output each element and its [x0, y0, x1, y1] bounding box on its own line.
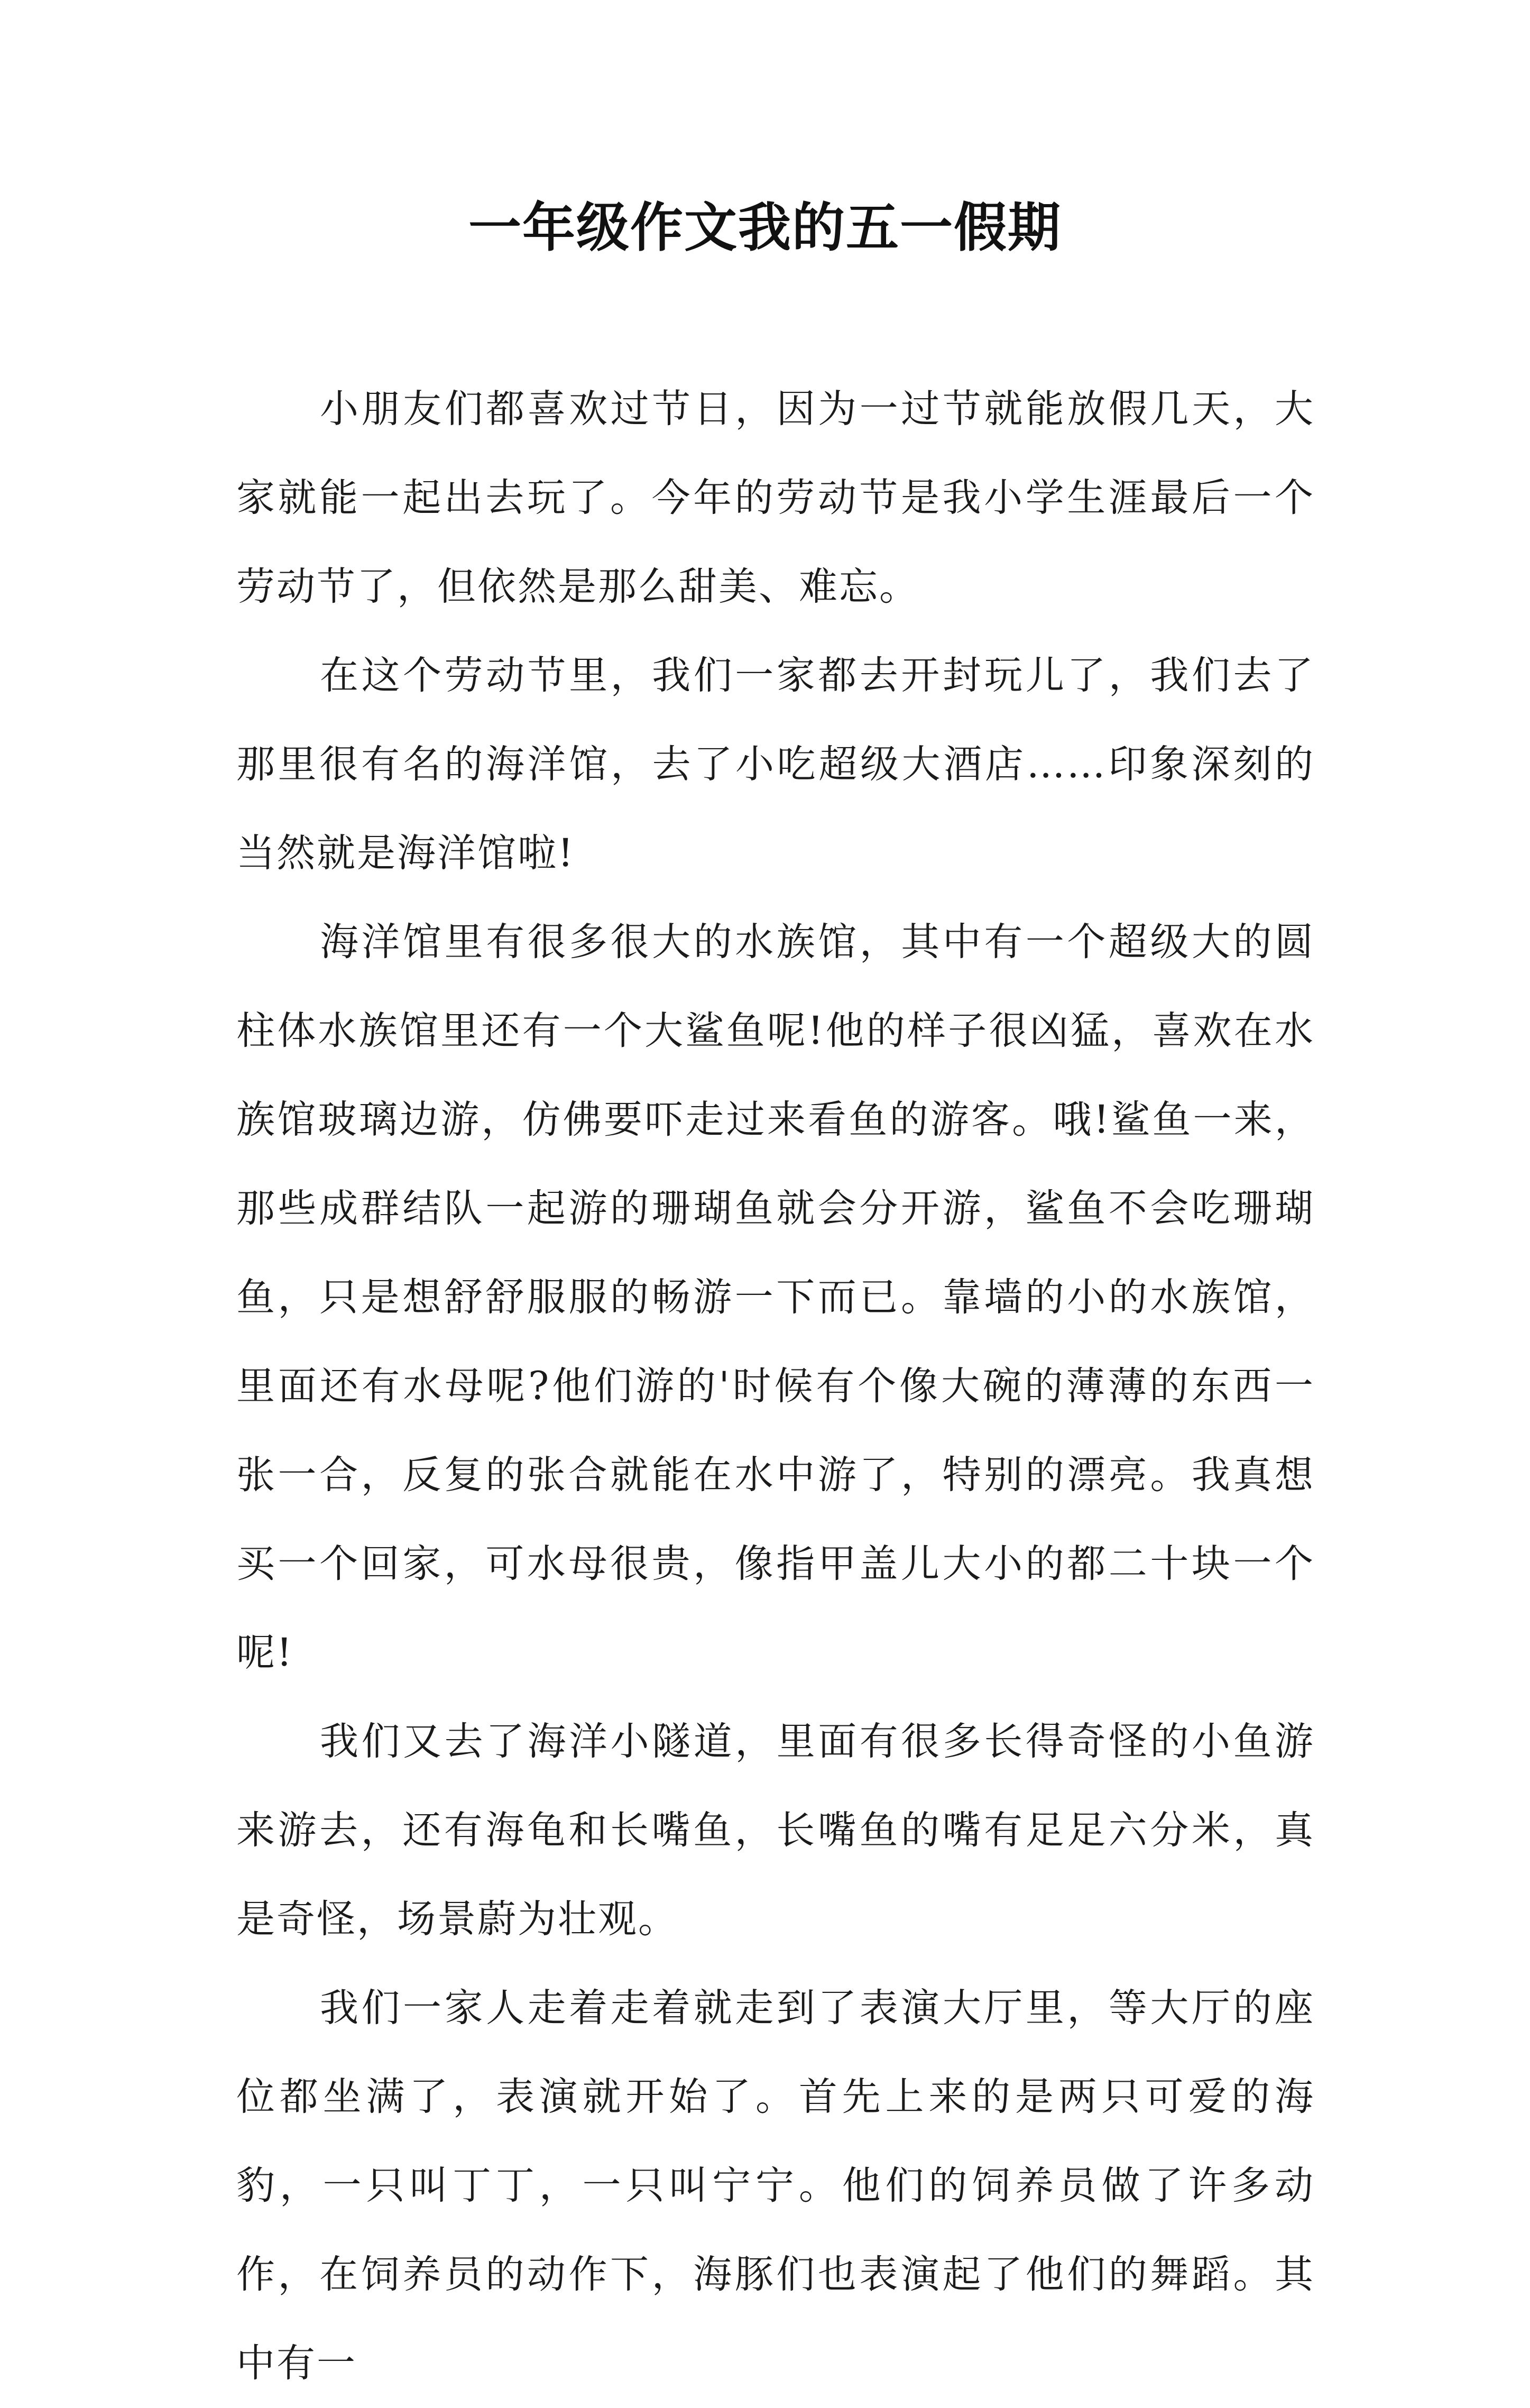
document-body: [236, 365, 1315, 2408]
paragraph: 我们一家人走着走着就走到了表演大厅里，等大厅的座位都坐满了，表演就开始了。首先上来的是两只可爱的海豹，一只叫丁丁，一只叫宁宁。他们的饲养员做了许多动作，在饲养员的动作下，海豚们也表演起了他们的舞蹈。其中有一: [236, 1986, 1315, 2386]
paragraph: 海洋馆里有很多很大的水族馆，其中有一个超级大的圆柱体水族馆里还有一个大鲨鱼呢!他的样子很凶猛，喜欢在水族馆玻璃边游，仿佛要吓走过来看鱼的游客。哦!鲨鱼一来，那些成群结队一起游的珊瑚鱼就会分开游，鲨鱼不会吃珊瑚鱼，只是想舒舒服服的畅游一下而已。靠墙的小的水族馆，里面还有水母呢?他们游的'时候有个像大碗的薄薄的东西一张一合，反复的张合就能在水中游了，特别的漂亮。我真想买一个回家，可水母很贵，像指甲盖儿大小的都二十块一个呢!: [236, 920, 1315, 1675]
paragraph: 我们又去了海洋小隧道，里面有很多长得奇怪的小鱼游来游去，还有海龟和长嘴鱼，长嘴鱼的嘴有足足六分米，真是奇怪，场景蔚为壮观。: [236, 1719, 1315, 1942]
paragraph: 小朋友们都喜欢过节日，因为一过节就能放假几天，大家就能一起出去玩了。今年的劳动节是我小学生涯最后一个劳动节了，但依然是那么甜美、难忘。: [236, 387, 1315, 609]
paragraph: 在这个劳动节里，我们一家都去开封玩儿了，我们去了那里很有名的海洋馆，去了小吃超级大酒店……印象深刻的当然就是海洋馆啦!: [236, 653, 1315, 876]
document-title: 一年级作文我的五一假期: [468, 196, 1062, 259]
